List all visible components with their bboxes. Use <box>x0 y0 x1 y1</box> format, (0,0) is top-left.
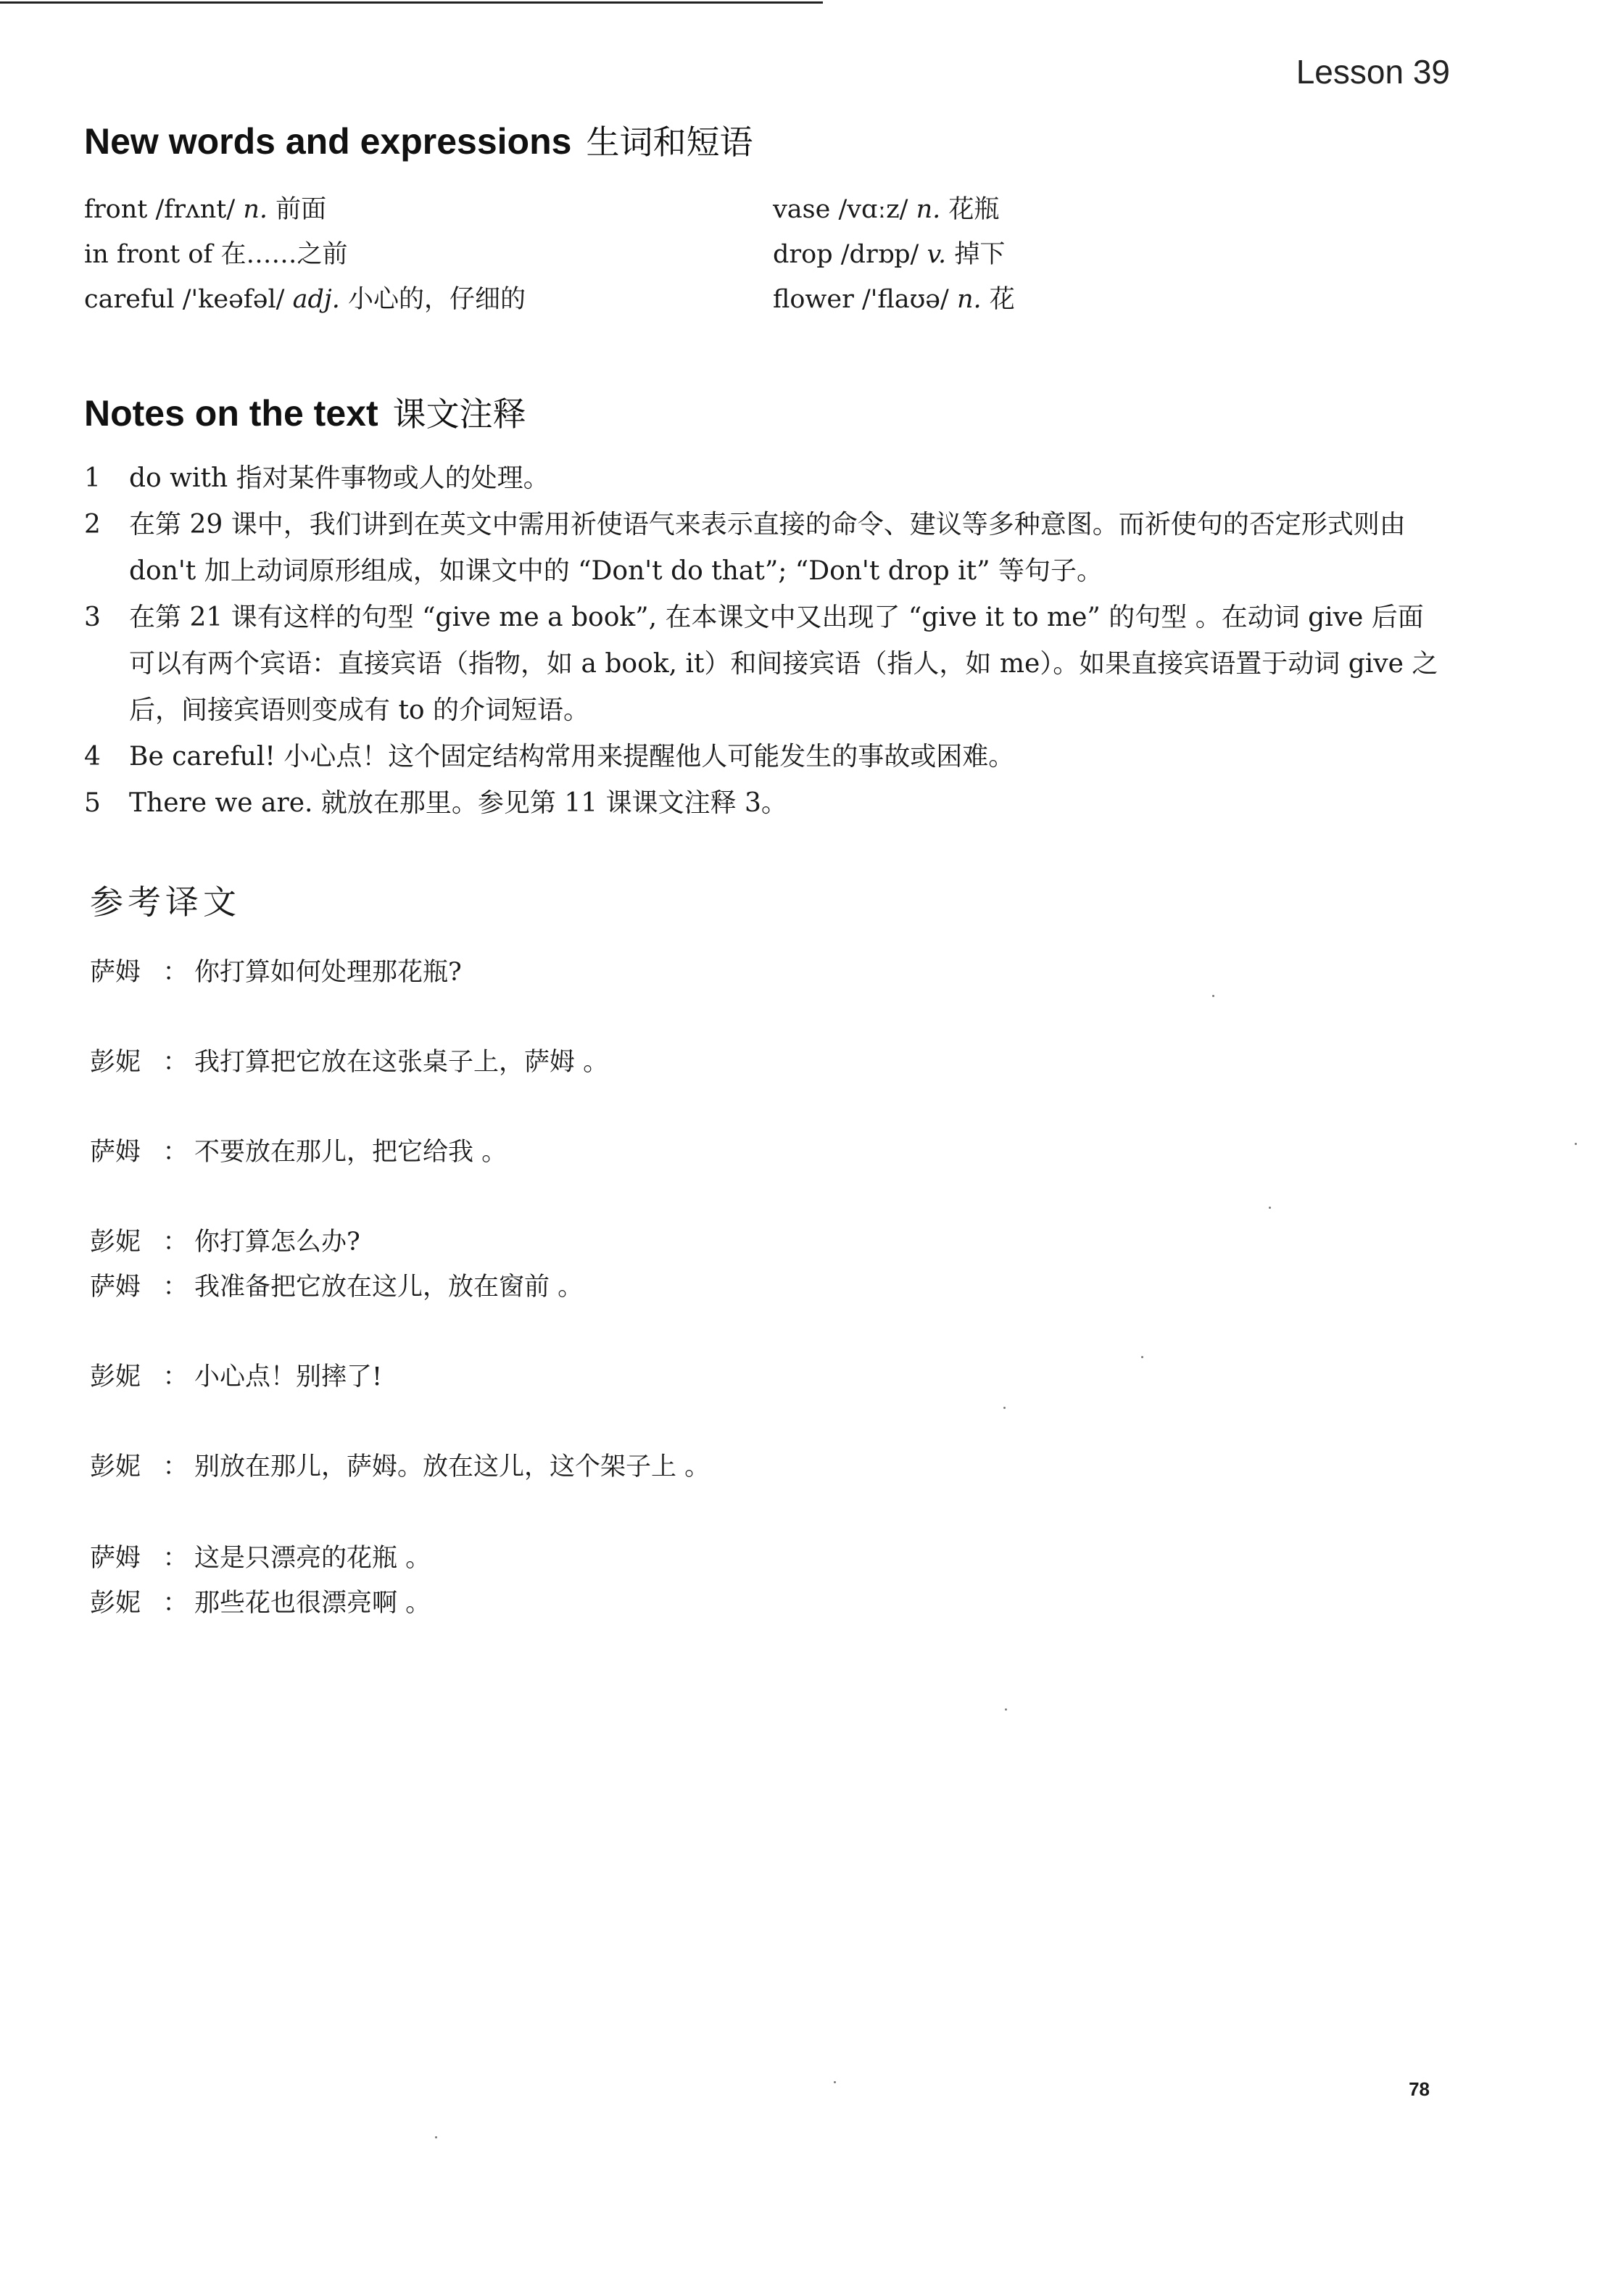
dialogue-line <box>90 1355 1395 1399</box>
notes-list <box>84 455 1440 827</box>
dialogue-text: 我打算把它放在这张桌子上，萨姆 。 <box>194 1048 609 1077</box>
note-item <box>84 734 1440 780</box>
dialogue-colon: ： <box>162 1363 188 1392</box>
note-text: do with 指对某件事物或人的处理。 <box>129 463 550 493</box>
dialogue-colon: ： <box>162 1048 188 1077</box>
vocab-pos: n. <box>956 285 982 314</box>
vocab-phonetic: /vɑːz/ <box>838 195 908 224</box>
vocab-meaning: 前面 <box>276 195 327 224</box>
vocab-item <box>773 232 1015 277</box>
note-text: There we are. 就放在那里。参见第 11 课课文注释 3。 <box>129 788 787 818</box>
vocab-word: careful <box>84 285 175 314</box>
vocab-heading <box>84 116 753 164</box>
note-item <box>84 595 1440 734</box>
vocab-column-left <box>84 187 526 322</box>
note-text: Be careful! 小心点！这个固定结构常用来提醒他人可能发生的事故或困难。 <box>129 742 1015 772</box>
scan-speck <box>1575 1143 1577 1145</box>
notes-heading-cn: 课文注释 <box>392 394 526 434</box>
scan-speck <box>435 2136 437 2138</box>
dialogue-text: 你打算如何处理那花瓶? <box>194 958 462 987</box>
vocab-word: flower <box>773 285 854 314</box>
scan-speck <box>1212 995 1214 997</box>
dialogue-speaker: 彭妮 <box>90 1363 141 1392</box>
vocab-item <box>773 187 1015 232</box>
top-rule <box>0 1 823 4</box>
dialogue-line <box>90 1265 1395 1310</box>
vocab-meaning: 小心的，仔细的 <box>347 285 526 314</box>
dialogue-text: 别放在那儿，萨姆。放在这儿，这个架子上 。 <box>194 1452 710 1481</box>
vocab-pos: v. <box>927 240 947 269</box>
scan-speck <box>1269 1207 1271 1209</box>
note-number: 5 <box>84 788 101 818</box>
note-number: 3 <box>84 603 101 632</box>
page-number: 78 <box>1409 2078 1430 2100</box>
note-text: 在第 29 课中，我们讲到在英文中需用祈使语气来表示直接的命令、建议等多种意图。而祈使句的否定形式则由 don't 加上动词原形组成，如课文中的 “Don't do that”; “Don't drop it” 等句子。 <box>129 510 1406 586</box>
dialogue-line <box>90 1130 1395 1175</box>
dialogue-line <box>90 1220 1395 1265</box>
dialogue-text: 不要放在那儿，把它给我 。 <box>194 1138 508 1167</box>
note-number: 4 <box>84 742 101 772</box>
dialogue-line <box>90 1040 1395 1085</box>
dialogue-line <box>90 950 1395 995</box>
dialogue-speaker: 彭妮 <box>90 1228 141 1257</box>
dialogue-colon: ： <box>162 1273 188 1302</box>
dialogue-speaker: 彭妮 <box>90 1589 141 1618</box>
notes-heading <box>84 388 526 436</box>
scan-speck <box>1005 1708 1007 1711</box>
dialogue-colon: ： <box>162 1544 188 1573</box>
note-item <box>84 502 1440 595</box>
dialogue-text: 那些花也很漂亮啊 。 <box>194 1589 431 1618</box>
dialogue-text: 你打算怎么办? <box>194 1228 360 1257</box>
vocab-pos: n. <box>243 195 268 224</box>
vocab-word: in front of <box>84 240 213 269</box>
dialogue-colon: ： <box>162 958 188 987</box>
vocab-item <box>84 232 526 277</box>
note-number: 2 <box>84 510 101 539</box>
dialogue-speaker: 萨姆 <box>90 1544 141 1573</box>
vocab-pos: n. <box>916 195 941 224</box>
vocab-meaning: 花瓶 <box>948 195 1000 224</box>
dialogue-text: 我准备把它放在这儿，放在窗前 。 <box>194 1273 584 1302</box>
dialogue-speaker: 萨姆 <box>90 958 141 987</box>
scan-speck <box>1003 1407 1006 1409</box>
vocab-word: vase <box>773 195 831 224</box>
vocab-column-right <box>773 187 1015 322</box>
vocab-item <box>84 277 526 322</box>
scan-speck <box>1141 1356 1143 1358</box>
dialogue-colon: ： <box>162 1138 188 1167</box>
dialogue-line <box>90 1536 1395 1581</box>
vocab-word: drop <box>773 240 833 269</box>
vocab-item <box>84 187 526 232</box>
vocab-phonetic: /frʌnt/ <box>155 195 236 224</box>
dialogue-colon: ： <box>162 1452 188 1481</box>
vocab-pos: adj. <box>292 285 340 314</box>
note-item <box>84 780 1440 827</box>
dialogue-speaker: 萨姆 <box>90 1273 141 1302</box>
vocab-item <box>773 277 1015 322</box>
dialogue-speaker: 彭妮 <box>90 1048 141 1077</box>
lesson-label: Lesson 39 <box>1296 53 1450 91</box>
dialogue-speaker: 彭妮 <box>90 1452 141 1481</box>
dialogue-colon: ： <box>162 1228 188 1257</box>
vocab-word: front <box>84 195 148 224</box>
note-item <box>84 455 1440 502</box>
dialogue-colon: ： <box>162 1589 188 1618</box>
vocab-meaning: 花 <box>989 285 1015 314</box>
vocab-meaning: 在……之前 <box>220 240 348 269</box>
dialogue-text: 这是只漂亮的花瓶 。 <box>194 1544 431 1573</box>
dialogue-line <box>90 1581 1395 1626</box>
dialogue-line <box>90 1444 1395 1489</box>
vocab-heading-en: New words and expressions <box>84 121 572 162</box>
vocab-phonetic: /'keəfəl/ <box>182 285 285 314</box>
vocab-meaning: 掉下 <box>954 240 1006 269</box>
vocab-heading-cn: 生词和短语 <box>586 123 753 162</box>
dialogue-text: 小心点！别摔了! <box>194 1363 383 1392</box>
note-number: 1 <box>84 463 101 493</box>
dialogue-speaker: 萨姆 <box>90 1138 141 1167</box>
vocab-phonetic: /drɒp/ <box>840 240 919 269</box>
translation-title: 参考译文 <box>90 882 241 922</box>
vocab-phonetic: /'flaʊə/ <box>861 285 949 314</box>
scan-speck <box>834 2081 836 2083</box>
notes-heading-en: Notes on the text <box>84 393 378 434</box>
note-text: 在第 21 课有这样的句型 “give me a book”, 在本课文中又出现了 “give it to me” 的句型 。在动词 give 后面可以有两个宾语：直接宾语（指物，如 a book, it）和间接宾语（指人，如 me）。如果直接宾语置于动词 give 之后，间接宾语则变成有 to 的介词短语。 <box>129 603 1438 725</box>
